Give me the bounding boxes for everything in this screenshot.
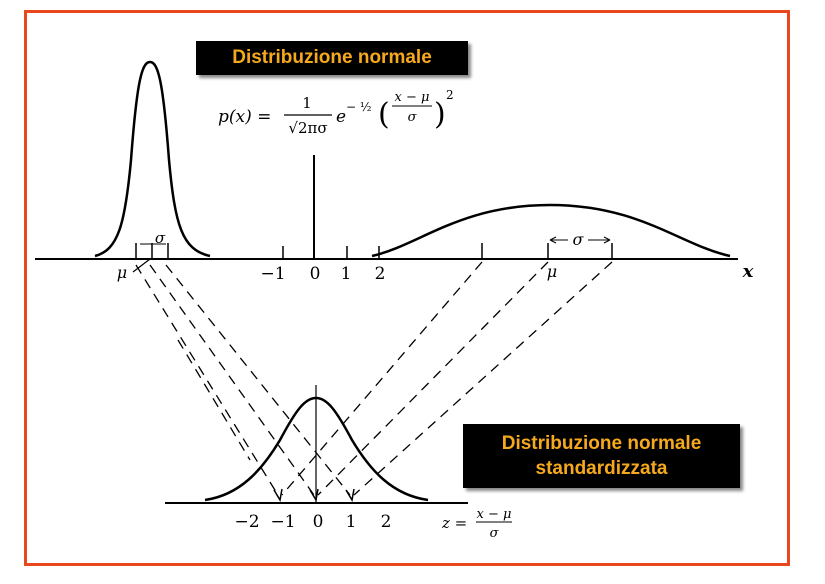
axis-variable-x: x — [742, 261, 754, 282]
top-tick-label-0: 0 — [309, 264, 321, 284]
title-label-normal-distribution: Distribuzione normale — [196, 41, 468, 75]
bottom-tick-label-2: 2 — [380, 512, 392, 532]
bottom-tick-label-minus2: −2 — [234, 512, 260, 532]
formula-lhs: p(x) = — [218, 107, 272, 127]
formula-exp-num: x − μ — [394, 90, 430, 105]
wide-normal-curve — [372, 205, 730, 256]
label-standardized-distribution — [463, 424, 740, 488]
formula-paren-open: ( — [378, 97, 390, 132]
top-tick-label-2: 2 — [374, 264, 386, 284]
top-tick-label-1: 1 — [340, 264, 352, 284]
z-formula-den: σ — [489, 526, 499, 541]
formula-denominator: √2πσ — [288, 119, 328, 137]
bottom-tick-label-1: 1 — [345, 512, 357, 532]
sigma-label-left: σ — [154, 229, 166, 247]
bottom-tick-label-0: 0 — [312, 512, 324, 532]
formula-numerator: 1 — [302, 94, 312, 112]
narrow-normal-curve — [95, 62, 210, 256]
mapping-arrowheads — [274, 489, 354, 500]
sigma-label-right: σ — [572, 230, 584, 249]
formula-exp-den: σ — [407, 110, 417, 125]
z-formula-num: x − μ — [476, 507, 512, 522]
formula-exp-power: 2 — [446, 88, 454, 102]
top-tick-label-minus1: −1 — [260, 264, 286, 284]
formula-exp-base: e — [336, 107, 347, 127]
mu-label-left: μ — [116, 263, 128, 282]
mapping-lines-left — [136, 265, 350, 495]
formula-exp-coef: − ½ — [346, 100, 372, 114]
formula-paren-close: ) — [434, 97, 446, 132]
std-label-line1: Distribuzione normale — [501, 433, 702, 454]
std-label-line2: standardizzata — [535, 458, 668, 479]
mu-label-right: μ — [546, 262, 558, 281]
bottom-tick-label-minus1: −1 — [270, 512, 296, 532]
z-formula-lhs: z = — [442, 514, 468, 532]
